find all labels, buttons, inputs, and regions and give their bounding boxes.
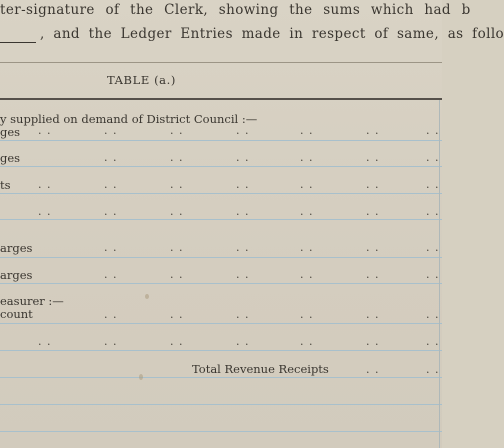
- dot-leader: . .: [104, 241, 118, 254]
- ruled-line: [0, 431, 442, 432]
- dot-leader: . .: [426, 178, 440, 191]
- dot-leader: . .: [170, 124, 184, 137]
- row-label-total-revenue: Total Revenue Receipts: [192, 362, 329, 376]
- dot-leader: . .: [38, 178, 52, 191]
- dot-leader: . .: [236, 178, 250, 191]
- row-label-treasurer: easurer :—: [0, 294, 64, 308]
- dot-leader: . .: [426, 268, 440, 281]
- dot-leader: . .: [366, 268, 380, 281]
- dot-leader: . .: [366, 205, 380, 218]
- dot-leader: . .: [426, 363, 440, 376]
- ruled-line: [0, 219, 442, 220]
- dot-leader: . .: [104, 268, 118, 281]
- dot-leader: . .: [104, 205, 118, 218]
- dot-leader: . .: [426, 151, 440, 164]
- dot-leader: . .: [366, 124, 380, 137]
- dot-leader: . .: [170, 151, 184, 164]
- dot-leader: . .: [366, 308, 380, 321]
- dot-leader: . .: [426, 205, 440, 218]
- blank-fill-rule: [0, 42, 36, 43]
- dot-leader: . .: [170, 308, 184, 321]
- dot-leader: . .: [236, 151, 250, 164]
- dot-leader: . .: [300, 124, 314, 137]
- row-label-accounts: ts: [0, 178, 11, 192]
- dot-leader: . .: [300, 308, 314, 321]
- dot-leader: . .: [38, 335, 52, 348]
- section-divider: [0, 62, 442, 63]
- dot-leader: . .: [236, 124, 250, 137]
- row-label-charges-4: arges: [0, 268, 33, 282]
- dot-leader: . .: [38, 205, 52, 218]
- ruled-line: [0, 283, 442, 284]
- dot-leader: . .: [300, 205, 314, 218]
- heading-line-1: ter-signature of the Clerk, showing the sums which had b: [0, 2, 471, 18]
- dot-leader: . .: [300, 268, 314, 281]
- dot-leader: . .: [104, 178, 118, 191]
- dot-leader: . .: [170, 241, 184, 254]
- dot-leader: . .: [236, 308, 250, 321]
- dot-leader: . .: [300, 335, 314, 348]
- ruled-line: [0, 350, 442, 351]
- dot-leader: . .: [366, 241, 380, 254]
- dot-leader: . .: [104, 335, 118, 348]
- dot-leader: . .: [426, 308, 440, 321]
- ruled-line: [0, 377, 442, 378]
- dot-leader: . .: [426, 241, 440, 254]
- ruled-line: [0, 323, 442, 324]
- row-label-charges-2: ges: [0, 151, 21, 165]
- row-label-account: count: [0, 307, 33, 321]
- dot-leader: . .: [236, 241, 250, 254]
- dot-leader: . .: [170, 268, 184, 281]
- dot-leader: . .: [236, 205, 250, 218]
- dot-leader: . .: [366, 151, 380, 164]
- dot-leader: . .: [170, 205, 184, 218]
- dot-leader: . .: [426, 124, 440, 137]
- ruled-line: [0, 140, 442, 141]
- dot-leader: . .: [38, 124, 52, 137]
- dot-leader: . .: [300, 178, 314, 191]
- dot-leader: . .: [170, 178, 184, 191]
- dot-leader: . .: [426, 335, 440, 348]
- row-label-charges-1: ges: [0, 125, 21, 139]
- row-label-charges-3: arges: [0, 241, 33, 255]
- dot-leader: . .: [366, 335, 380, 348]
- dot-leader: . .: [300, 151, 314, 164]
- ruled-line: [0, 257, 442, 258]
- ruled-line: [0, 404, 442, 405]
- dot-leader: . .: [366, 178, 380, 191]
- table-top-rule: [0, 98, 442, 100]
- dot-leader: . .: [300, 241, 314, 254]
- dot-leader: . .: [170, 335, 184, 348]
- ruled-line: [0, 166, 442, 167]
- ruled-line: [0, 193, 442, 194]
- dot-leader: . .: [104, 151, 118, 164]
- dot-leader: . .: [104, 308, 118, 321]
- heading-line-2: , and the Ledger Entries made in respect of same, as follo: [40, 26, 504, 42]
- paper-blemish: [145, 294, 149, 299]
- dot-leader: . .: [236, 335, 250, 348]
- paper-blemish: [139, 374, 143, 380]
- dot-leader: . .: [366, 363, 380, 376]
- table-title: TABLE (a.): [107, 73, 176, 87]
- dot-leader: . .: [104, 124, 118, 137]
- dot-leader: . .: [236, 268, 250, 281]
- row-label-supplied: y supplied on demand of District Council :—: [0, 112, 258, 126]
